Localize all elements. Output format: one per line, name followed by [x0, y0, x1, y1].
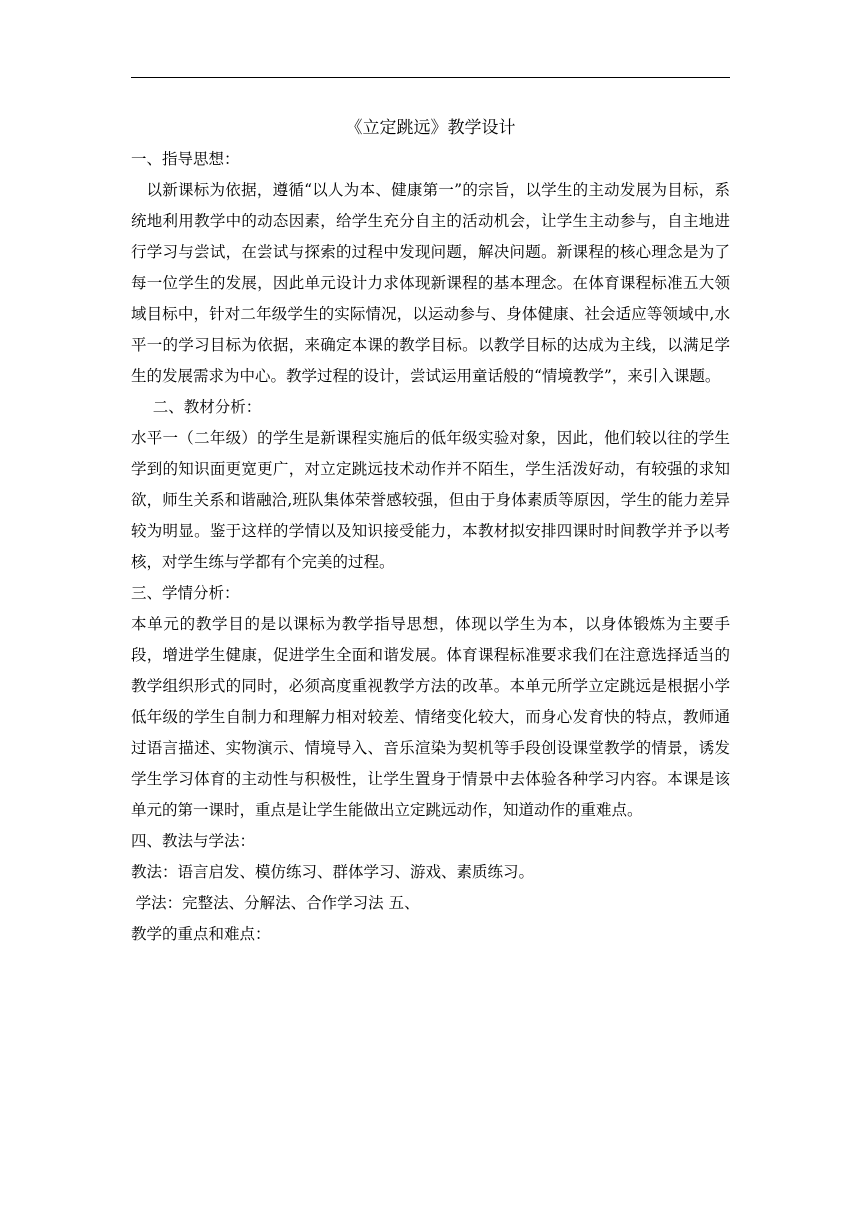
section-heading-student-analysis: 三、学情分析： [131, 584, 240, 602]
paragraph-student-analysis: 本单元的教学目的是以课标为教学指导思想，体现以学生为本，以身体锻炼为主要手段，增进学生健康，促进学生全面和谐发展。体育课程标准要求我们在注意选择适当的教学组织形式的同时，必须高度重视教学方法的改革。本单元所学立定跳远是根据小学低年级的学生自制力和理解力相对较差、情绪变化较大，而身心发育快的特点，教师通过语言描述、实物演示、情境导入、音乐渲染为契机等手段创设课堂教学的情景，诱发学生学习体育的主动性与积极性，让学生置身于情景中去体验各种学习内容。本课是该单元的第一课时，重点是让学生能做出立定跳远动作，知道动作的重难点。 [131, 615, 730, 819]
header-rule [131, 77, 730, 78]
section-heading-methods: 四、教法与学法： [131, 832, 256, 850]
document-body [131, 112, 730, 950]
section-heading-guiding-ideology: 一、指导思想： [131, 150, 240, 168]
paragraph-material-analysis: 水平一（二年级）的学生是新课程实施后的低年级实验对象，因此，他们较以往的学生学到的知识面更宽更广，对立定跳远技术动作并不陌生，学生活泼好动，有较强的求知欲，师生关系和谐融洽,班队集体荣誉感较强，但由于身体素质等原因，学生的能力差异较为明显。鉴于这样的学情以及知识接受能力，本教材拟安排四课时时间教学并予以考核，对学生练与学都有个完美的过程。 [131, 429, 730, 571]
section-heading-material-analysis: 二、教材分析： [152, 398, 262, 416]
paragraph-guiding-ideology: 以新课标为依据，遵循“以人为本、健康第一”的宗旨，以学生的主动发展为目标，系统地利用教学中的动态因素，给学生充分自主的活动机会，让学生主动参与，自主地进行学习与尝试，在尝试与探索的过程中发现问题，解决问题。新课程的核心理念是为了每一位学生的发展，因此单元设计力求体现新课程的基本理念。在体育课程标准五大领域目标中，针对二年级学生的实际情况，以运动参与、身体健康、社会适应等领域中,水平一的学习目标为依据，来确定本课的教学目标。以教学目标的达成为主线，以满足学生的发展需求为中心。教学过程的设计，尝试运用童话般的“情境教学”，来引入课题。 [131, 181, 730, 385]
teaching-method-line: 教法：语言启发、模仿练习、群体学习、游戏、素质练习。 [131, 863, 535, 881]
learning-method-line: 学法：完整法、分解法、合作学习法 五、 [135, 894, 420, 912]
document-title: 《立定跳远》教学设计 [345, 118, 516, 138]
key-points-heading: 教学的重点和难点： [131, 925, 271, 943]
